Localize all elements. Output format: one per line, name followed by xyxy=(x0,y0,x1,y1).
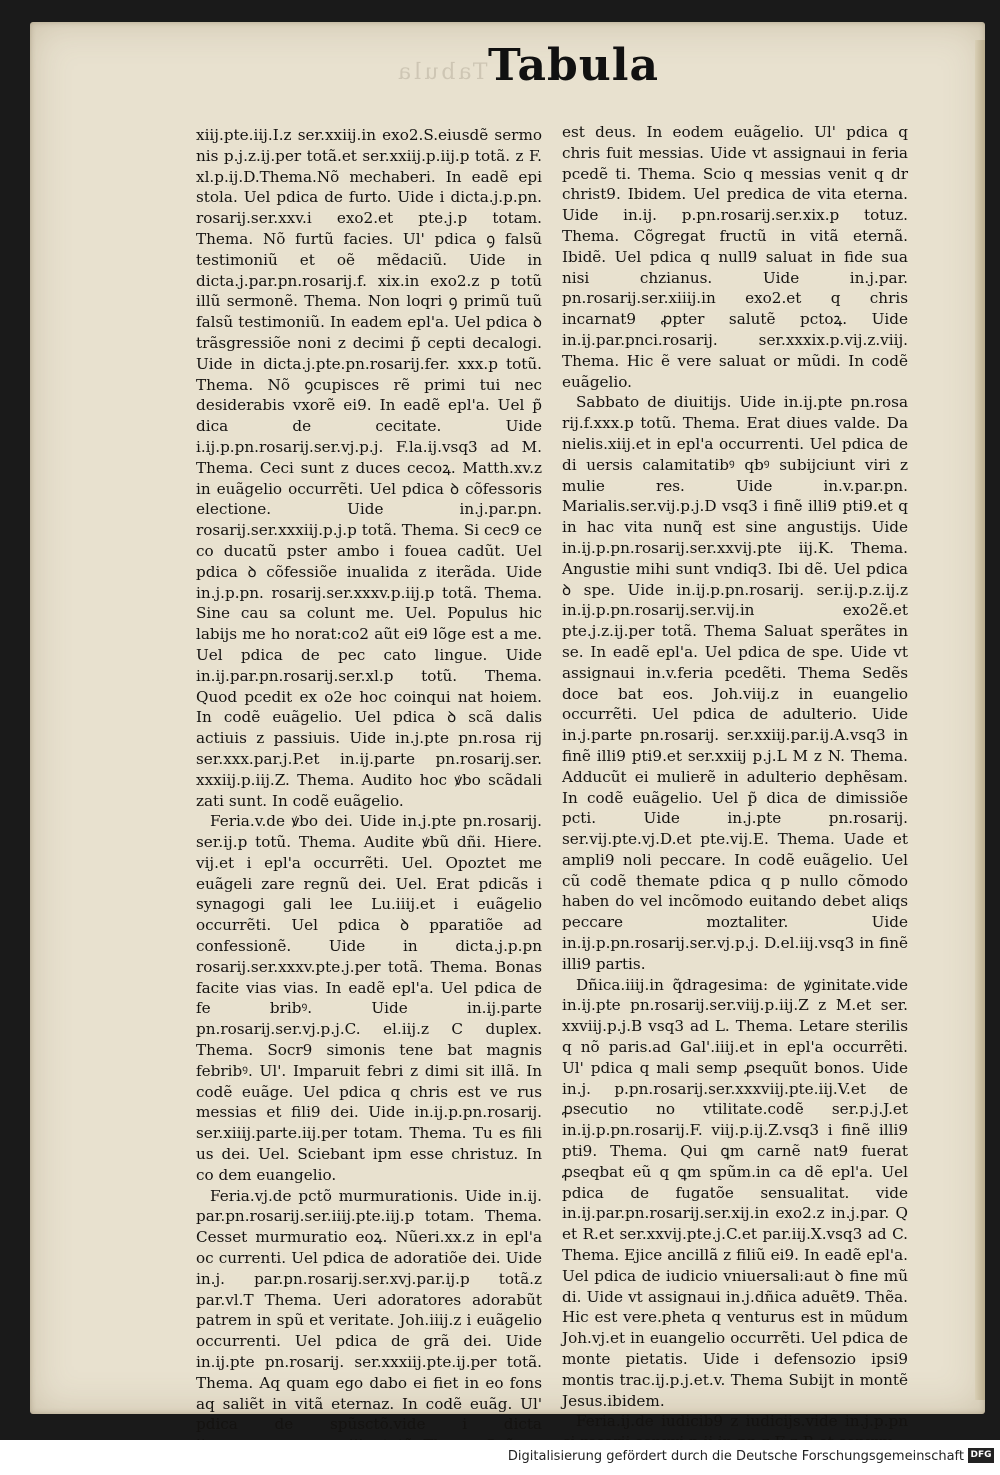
paragraph: Feria.ij.de iudicib9 z iudicijs.vide in.j.p.pn xyxy=(576,1412,908,1431)
dfg-logo: DFG xyxy=(968,1448,994,1463)
funding-credit: Digitalisierung gefördert durch die Deutsche Forschungsgemeinschaft xyxy=(507,1449,964,1464)
right-text-column xyxy=(562,122,908,1453)
paragraph: Sabbato de diuitijs. Uide in.ij.pte pn.rosa rij.f.xxx.p totũ. Thema. Erat diues valde. Da nielis.xiij.et in epl'a occurrenti. Uel pdica de di uersis calamitatibꝰ qbꝰ subijciunt viri z mulie res. Uide in.v.par.pn. Marialis.ser.vij.p.j.D vsq3 i finẽ illi9 pti9.et q in hac vita nunq̃ est sine angustijs. Uide in.ij.p.pn.rosarij.ser.xxvij.pte iij.K. Thema. Angustie mihi sunt vndiq3. Ibi dẽ. Uel pdica ꝺ spe. Uide in.ij.p.pn.rosarij. ser.ij.p.z.ij.z in.ij.p.pn.rosarij.ser.vij.in exo2ẽ.et pte.j.z.ij.per totã. Thema Saluat sperãtes in se. In eadẽ epl'a. Uel pdica de spe. Uide vt assignaui in.v.feria pcedẽti. Thema Sedẽs doce bat eos. Joh.viij.z in euangelio occurrẽti. Uel pdica de adulterio. Uide in.j.parte pn.rosarij. ser.xxiij.par.ij.A.vsq3 in finẽ illi9 pti9.et ser.xxiij p.j.L M z N. Thema. Adducũt ei mulierẽ in adulterio dephẽsam. In codẽ euãgelio. Uel p̃ dica de dimissiõe pcti. Uide in.j.pte pn.rosarij. ser.vij.pte.vj.D.et pte.vij.E. Thema. Uade et ampli9 noli peccare. In codẽ euãgelio. Uel cũ codẽ themate pdica q p nullo cõmodo haben do vel incõmodo euitando debet aliqs peccare moztaliter. Uide in.ij.p.pn.rosarij.ser.vj.p.j. D.el.iij.vsq3 in finẽ illi9 partis. xyxy=(562,393,908,973)
running-head-title: Tabula xyxy=(488,40,660,91)
paragraph: Dñica.iiij.in q̃dragesima: de ꝟginitate.vide in.ij.pte pn.rosarij.ser.viij.p.iij.Z z M.et ser. xxviij.p.j.B vsq3 ad L. Thema. Letare sterilis q nõ paris.ad Gal'.iiij.et in epl'a occurrẽti. Ul' pdica q mali semp ꝓsequũt bonos. Uide in.j. p.pn.rosarij.ser.xxxviij.pte.iij.V.et de ꝓsecutio no vtilitate.codẽ ser.p.j.J.et in.ij.p.pn.rosarij.F. viij.p.ij.Z.vsq3 i finẽ illi9 pti9. Thema. Qui ꝗm carnẽ nat9 fuerat ꝓseqbat eũ q ꝗm spũm.in ca dẽ epl'a. Uel pdica de fugatõe sensualitat. vide in.ij.par.pn.rosarij.ser.xij.in exo2.z in.j.par. Q et R.et ser.xxvij.pte.j.C.et par.iij.X.vsq3 ad C. Thema. Ejice ancillã z filiũ ei9. In eadẽ epl'a. Uel pdica de iudicio vniuersali:aut ꝺ fine mũ di. Uide vt assignaui in.j.dñica aduẽt9. Thẽa. Hic est vere.pheta q venturus est in mũdum Joh.vj.et in euangelio occurrẽti. Uel pdica de monte pietatis. Uide i defensozio ipsi9 montis trac.ij.p.j.et.v. Thema Subijt in montẽ Jesus.ibidem. xyxy=(562,975,908,1410)
paragraph: xiij.pte.iij.I.z ser.xxiij.in exo2.S.eiusdẽ sermo nis p.j.z.ij.per totã.et ser.xxiij.p.iij.p totã. z F. xl.p.ij.D.Thema.Nõ mechaberi. In eadẽ epi stola. Uel pdica de furto. Uide i dicta.j.p.pn. rosarij.ser.xxv.i exo2.et pte.j.p totam. Thema. Nõ furtũ facies. Ul' pdica ꝯ falsũ testimoniũ et oẽ mẽdaciũ. Uide in dicta.j.par.pn.rosarij.f. xix.in exo2.z p totũ illũ sermonẽ. Thema. Non loqri ꝯ primũ tuũ falsũ testimoniũ. In eadem epl'a. Uel pdica ꝺ trãsgressiõe noni z decimi p̃ cepti decalogi. Uide in dicta.j.pte.pn.rosarij.fer. xxx.p totũ. Thema. Nõ ꝯcupisces rẽ primi tui nec desiderabis vxorẽ ei9. In eadẽ epl'a. Uel p̃ dica de cecitate. Uide i.ij.p.pn.rosarij.ser.vj.p.j. F.la.ij.vsq3 ad M. Thema. Ceci sunt z duces cecoꝝ. Matth.xv.z in euãgelio occurrẽti. Uel pdica ꝺ cõfessoris electione. Uide in.j.par.pn. rosarij.ser.xxxiij.p.j.p totã. Thema. Si cec9 ce co ducatũ pster ambo i fouea cadũt. Uel pdica ꝺ cõfessiõe inualida z iterãda. Uide in.j.p.pn. rosarij.ser.xxxv.p.iij.p totã. Thema. Sine cau sa colunt me. Uel. Populus hic labijs me ho norat:co2 aũt ei9 lõge est a me. Uel pdica de pec cato lingue. Uide in.ij.par.pn.rosarij.ser.xl.p totũ. Thema. Quod pcedit ex o2e hoc coinqui nat hoiem. In codẽ euãgelio. Uel pdica ꝺ scã dalis actiuis z passiuis. Uide in.j.pte pn.rosa rij ser.xxx.par.j.P.et in.ij.parte pn.rosarij.ser. xxxiij.p.iij.Z. Thema. Audito hoc ꝟbo scãdali zati sunt. In codẽ euãgelio. xyxy=(196,126,542,810)
paragraph: Feria.v.de ꝟbo dei. Uide in.j.pte pn.rosarij. ser.ij.p totũ. Thema. Audite ꝟbũ dñi. Hiere. vij.et i epl'a occurrẽti. Uel. Opoztet me euãgeli zare regnũ dei. Uel. Erat pdicãs i synagogi gali lee Lu.iiij.et i euãgelio occurrẽti. Uel pdica ꝺ pparatiõe ad confessionẽ. Uide in dicta.j.p.pn rosarij.ser.xxxv.pte.j.per totã. Thema. Bonas facite vias vias. In eadẽ epl'a. Uel pdica de fe bribꝰ. Uide in.ij.parte pn.rosarij.ser.vj.p.j.C. el.iij.z C duplex. Thema. Socr9 simonis tene bat magnis febribꝰ. Ul'. Imparuit febri z dimi sit illã. In codẽ euãge. Uel pdica q chris est ve rus messias et fili9 dei. Uide in.ij.p.pn.rosarij. ser.xiiij.parte.iij.per totam. Thema. Tu es fili us dei. Uel. Sciebant ipm esse christuz. In co dem euangelio. xyxy=(196,812,542,1184)
bleed-through-heading: Tabula xyxy=(395,60,488,85)
left-text-column xyxy=(196,125,542,1456)
page-edge xyxy=(975,40,985,1400)
paragraph: est deus. In eodem euãgelio. Ul' pdica q chris fuit messias. Uide vt assignaui in feria pcedẽ ti. Thema. Scio q messias venit q dr christ9. Ibidem. Uel predica de vita eterna. Uide in.ij. p.pn.rosarij.ser.xix.p totuz. Thema. Cõgregat fructũ in vitã eternã. Ibidẽ. Uel pdica q null9 saluat in fide sua nisi chzianus. Uide in.j.par. pn.rosarij.ser.xiiij.in exo2.et q chris incarnat9 ꝓpter salutẽ pctoꝝ. Uide in.ij.par.pnci.rosarij. ser.xxxix.p.vij.z.viij. Thema. Hic ẽ vere saluat or mũdi. In codẽ euãgelio. xyxy=(562,123,908,391)
paragraph: Feria.vj.de pctõ murmurationis. Uide in.ij. par.pn.rosarij.ser.iiij.pte.iij.p totam. Thema. Cesset murmuratio eoꝝ. Nũeri.xx.z in epl'a oc currenti. Uel pdica de adoratiõe dei. Uide in.j. par.pn.rosarij.ser.xvj.par.ij.p totã.z par.vl.T Thema. Ueri adoratores adorabũt patrem in spũ et veritate. Joh.iiij.z i euãgelio occurrenti. Uel pdica de grã dei. Uide in.ij.pte pn.rosarij. ser.xxxiij.pte.ij.per totã. Thema. Aq quam ego dabo ei fiet in eo fons aq saliẽt in vitã eternaz. In codẽ euãg. Ul' pdica de spũsctõ.vide i dicta xyxy=(196,1186,542,1434)
